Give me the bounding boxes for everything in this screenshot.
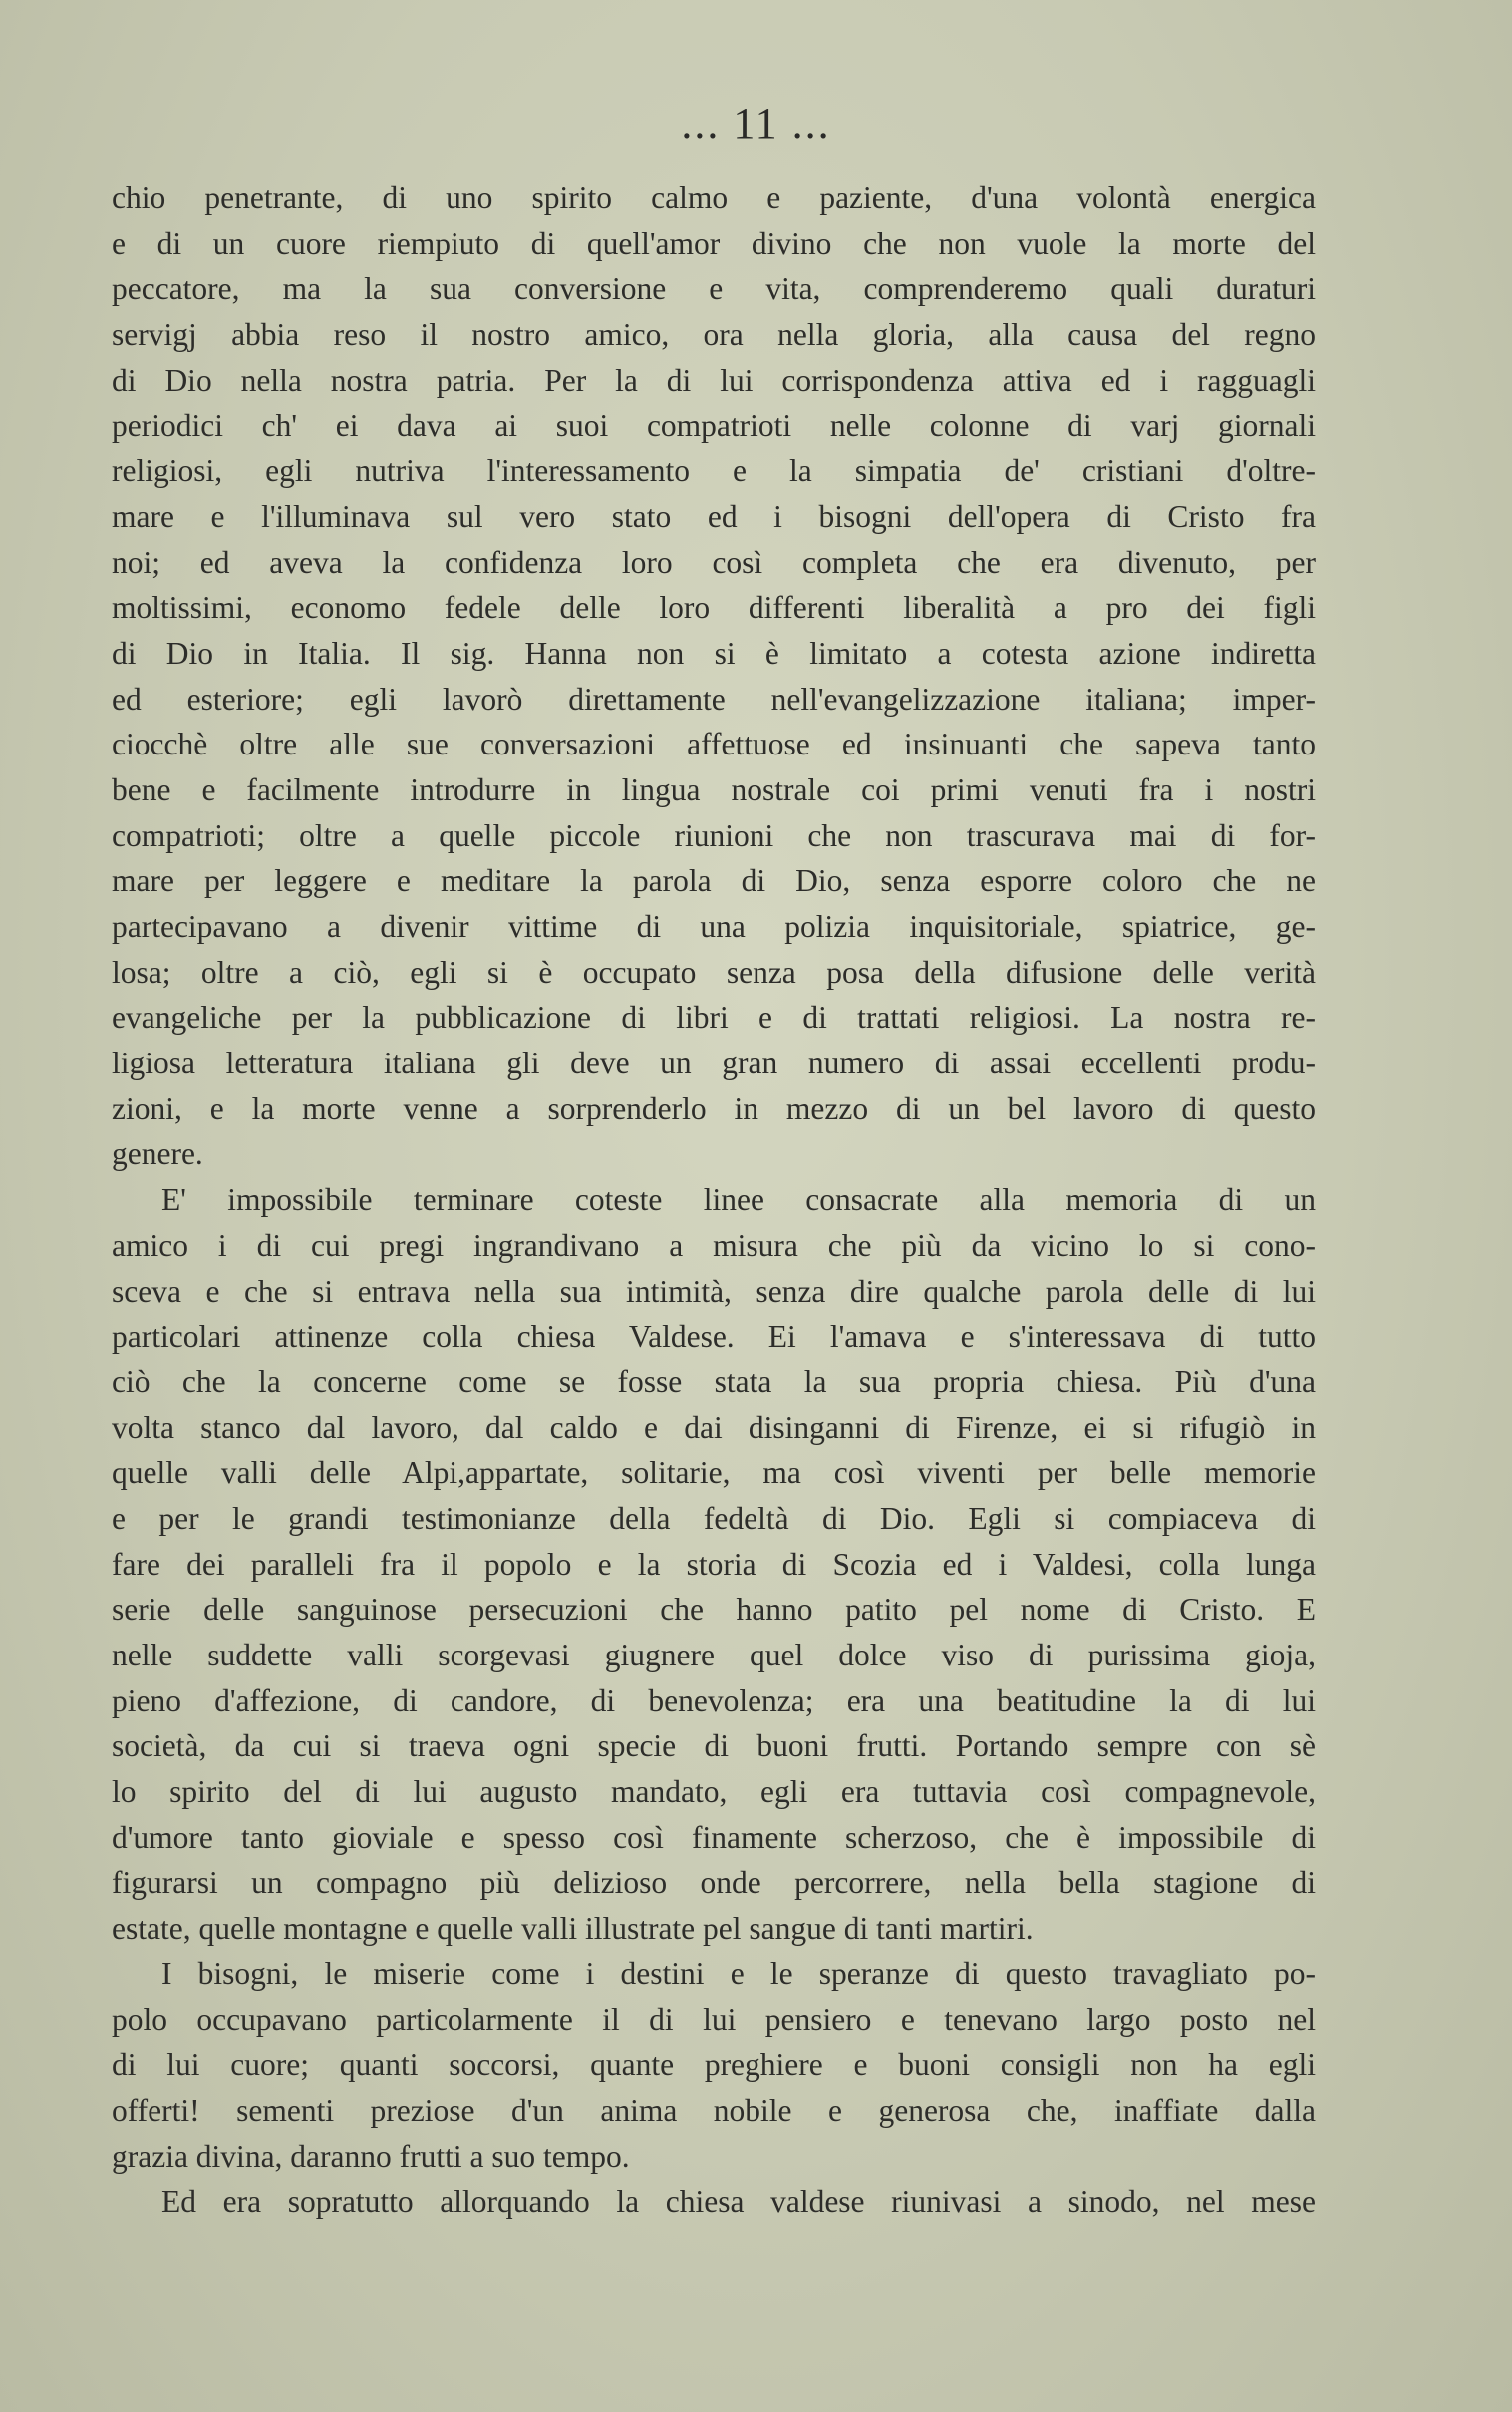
text-line: moltissimi, economo fedele delle loro differenti liberalità a pro dei figli bbox=[112, 590, 1316, 626]
text-line: di Dio in Italia. Il sig. Hanna non si è limitato a cotesta azione indiretta bbox=[112, 635, 1316, 671]
text-line: fare dei paralleli fra il popolo e la storia di Scozia ed i Valdesi, colla lunga bbox=[112, 1546, 1316, 1582]
text-line: offerti! sementi preziose d'un anima nobile e generosa che, inaffiate dalla bbox=[112, 2092, 1316, 2128]
text-line: nelle suddette valli scorgevasi giugnere quel dolce viso di purissima gioja, bbox=[112, 1638, 1316, 1672]
text-line: amico i di cui pregi ingrandivano a misura che più da vicino lo si cono- bbox=[112, 1227, 1316, 1263]
text-line: ciò che la concerne come se fosse stata la sua propria chiesa. Più d'una bbox=[112, 1363, 1316, 1399]
text-line: di lui cuore; quanti soccorsi, quante preghiere e buoni consigli non ha egli bbox=[112, 2047, 1316, 2083]
text-line: d'umore tanto gioviale e spesso così finamente scherzoso, che è impossibile di bbox=[112, 1819, 1316, 1855]
text-line: losa; oltre a ciò, egli si è occupato senza posa della difusione delle verità bbox=[112, 954, 1316, 990]
text-line: lo spirito del di lui augusto mandato, egli era tuttavia così compagnevole, bbox=[112, 1774, 1316, 1810]
text-line: mare e l'illuminava sul vero stato ed i bisogni dell'opera di Cristo fra bbox=[112, 498, 1316, 534]
text-line: e di un cuore riempiuto di quell'amor divino che non vuole la morte del bbox=[112, 225, 1316, 261]
text-line: peccatore, ma la sua conversione e vita, comprenderemo quali duraturi bbox=[112, 271, 1316, 307]
text-line: partecipavano a divenir vittime di una polizia inquisitoriale, spiatrice, ge- bbox=[112, 909, 1316, 944]
text-line: di Dio nella nostra patria. Per la di lui corrispondenza attiva ed i ragguagli bbox=[112, 362, 1316, 398]
text-line: I bisogni, le miserie come i destini e le speranze di questo travagliato po- bbox=[161, 1956, 1316, 1991]
text-line: ciocchè oltre alle sue conversazioni affettuose ed insinuanti che sapeva tanto bbox=[112, 727, 1316, 762]
text-line: figurarsi un compagno più delizioso onde percorrere, nella bella stagione di bbox=[112, 1865, 1316, 1901]
text-line: sceva e che si entrava nella sua intimità, senza dire qualche parola delle di lui bbox=[112, 1273, 1316, 1309]
text-line: quelle valli delle Alpi,appartate, solitarie, ma così viventi per belle memorie bbox=[112, 1455, 1316, 1491]
text-line: noi; ed aveva la confidenza loro così completa che era divenuto, per bbox=[112, 544, 1316, 580]
text-line: grazia divina, daranno frutti a suo tempo. bbox=[112, 2138, 630, 2174]
text-line: evangeliche per la pubblicazione di libri e di trattati religiosi. La nostra re- bbox=[112, 1000, 1316, 1036]
text-line: genere. bbox=[112, 1136, 203, 1172]
text-line: compatrioti; oltre a quelle piccole riunioni che non trascurava mai di for- bbox=[112, 817, 1316, 853]
text-line: società, da cui si traeva ogni specie di buoni frutti. Portando sempre con sè bbox=[112, 1728, 1316, 1764]
body-text bbox=[112, 175, 1316, 2225]
text-line: polo occupavano particolarmente il di lui pensiero e tenevano largo posto nel bbox=[112, 2001, 1316, 2037]
text-line: mare per leggere e meditare la parola di Dio, senza esporre coloro che ne bbox=[112, 863, 1316, 899]
text-line: serie delle sanguinose persecuzioni che hanno patito pel nome di Cristo. E bbox=[112, 1592, 1316, 1628]
text-line: bene e facilmente introdurre in lingua nostrale coi primi venuti fra i nostri bbox=[112, 771, 1316, 807]
text-line: Ed era sopratutto allorquando la chiesa valdese riunivasi a sinodo, nel mese bbox=[161, 2184, 1316, 2220]
text-line: pieno d'affezione, di candore, di benevolenza; era una beatitudine la di lui bbox=[112, 1682, 1316, 1718]
text-line: ed esteriore; egli lavorò direttamente nell'evangelizzazione italiana; imper- bbox=[112, 681, 1316, 717]
text-line: ligiosa letteratura italiana gli deve un gran numero di assai eccellenti produ- bbox=[112, 1046, 1316, 1081]
text-line: E' impossibile terminare coteste linee consacrate alla memoria di un bbox=[161, 1182, 1316, 1218]
text-line: chio penetrante, di uno spirito calmo e paziente, d'una volontà energica bbox=[112, 180, 1316, 215]
text-line: zioni, e la morte venne a sorprenderlo in mezzo di un bel lavoro di questo bbox=[112, 1090, 1316, 1126]
text-line: periodici ch' ei dava ai suoi compatrioti nelle colonne di varj giornali bbox=[112, 408, 1316, 444]
page-number: ... 11 ... bbox=[681, 99, 831, 148]
text-line: estate, quelle montagne e quelle valli illustrate pel sangue di tanti martiri. bbox=[112, 1911, 1034, 1947]
text-line: religiosi, egli nutriva l'interessamento e la simpatia de' cristiani d'oltre- bbox=[112, 453, 1316, 489]
text-line: particolari attinenze colla chiesa Valdese. Ei l'amava e s'interessava di tutto bbox=[112, 1319, 1316, 1355]
text-line: volta stanco dal lavoro, dal caldo e dai disinganni di Firenze, ei si rifugiò in bbox=[112, 1409, 1316, 1445]
text-line: e per le grandi testimonianze della fedeltà di Dio. Egli si compiaceva di bbox=[112, 1500, 1316, 1536]
text-line: servigj abbia reso il nostro amico, ora nella gloria, alla causa del regno bbox=[112, 317, 1316, 353]
